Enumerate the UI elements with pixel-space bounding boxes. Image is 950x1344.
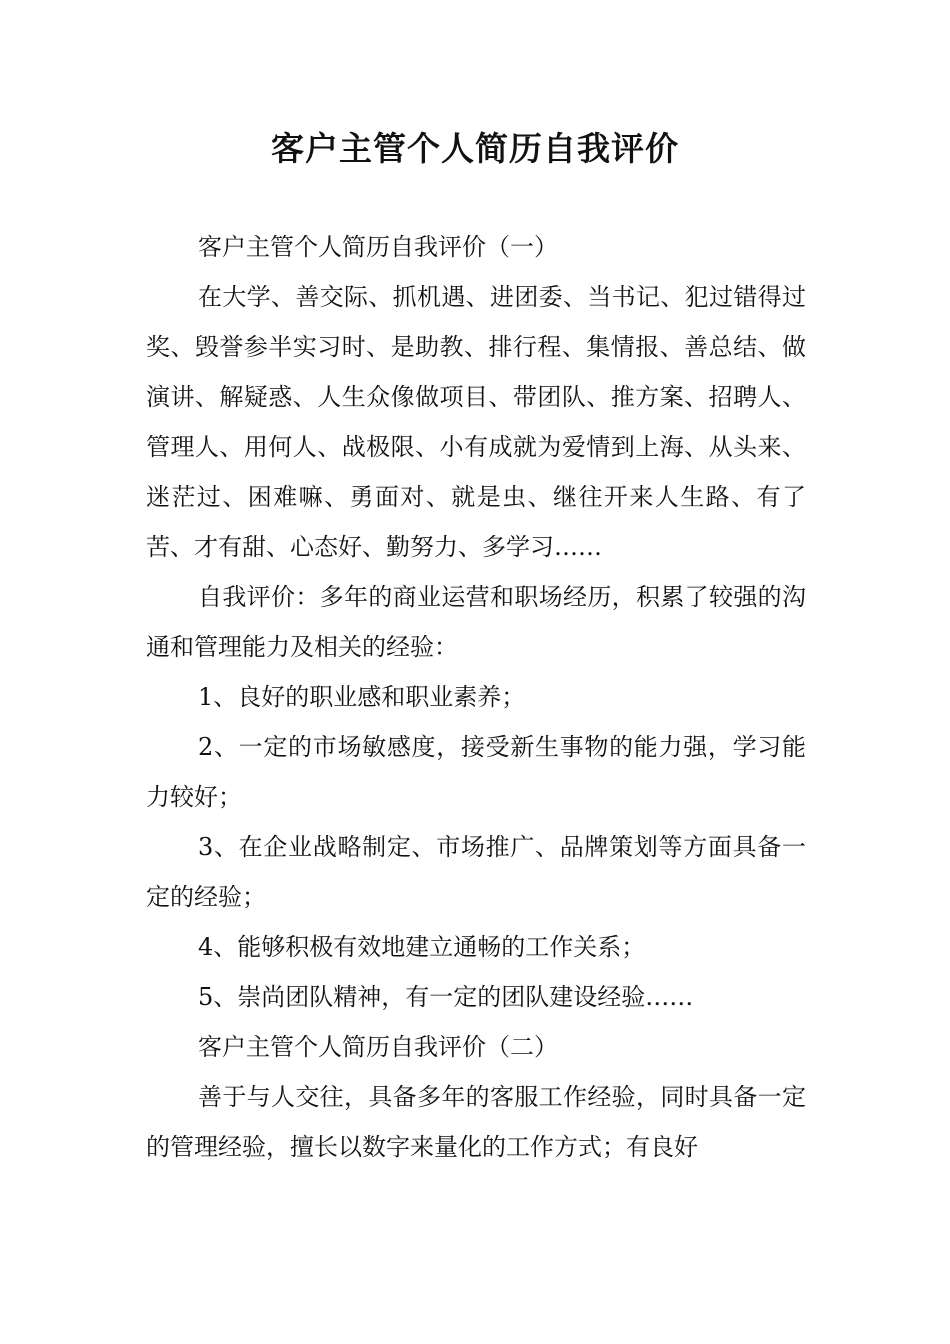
list-item-5: 5、崇尚团队精神，有一定的团队建设经验…… (198, 983, 694, 1011)
paragraph-university-experience: 在大学、善交际、抓机遇、进团委、当书记、犯过错得过奖、毁誉参半实习时、是助教、排行程、集情报、善总结、做演讲、解疑惑、人生众像做项目、带团队、推方案、招聘人、管理人、用何人、战极限、小有成就为爱情到上海、从头来、迷茫过、困难嘛、勇面对、就是虫、继往开来人生路、有了苦、才有甜、心态好、勤努力、多学习…… (146, 283, 806, 561)
list-item-2: 2、一定的市场敏感度，接受新生事物的能力强，学习能力较好； (146, 733, 806, 811)
document-body (146, 222, 806, 1172)
section-heading-1: 客户主管个人简历自我评价（一） (198, 233, 558, 261)
section-heading-2: 客户主管个人简历自我评价（二） (198, 1033, 558, 1061)
document-title: 客户主管个人简历自我评价 (271, 129, 679, 168)
list-item-3: 3、在企业战略制定、市场推广、品牌策划等方面具备一定的经验； (146, 833, 806, 911)
paragraph-customer-service: 善于与人交往，具备多年的客服工作经验，同时具备一定的管理经验，擅长以数字来量化的工作方式；有良好 (146, 1083, 806, 1161)
paragraph-self-evaluation: 自我评价：多年的商业运营和职场经历，积累了较强的沟通和管理能力及相关的经验： (146, 583, 806, 661)
list-item-4: 4、能够积极有效地建立通畅的工作关系； (198, 933, 646, 961)
list-item-1: 1、良好的职业感和职业素养； (198, 683, 526, 711)
